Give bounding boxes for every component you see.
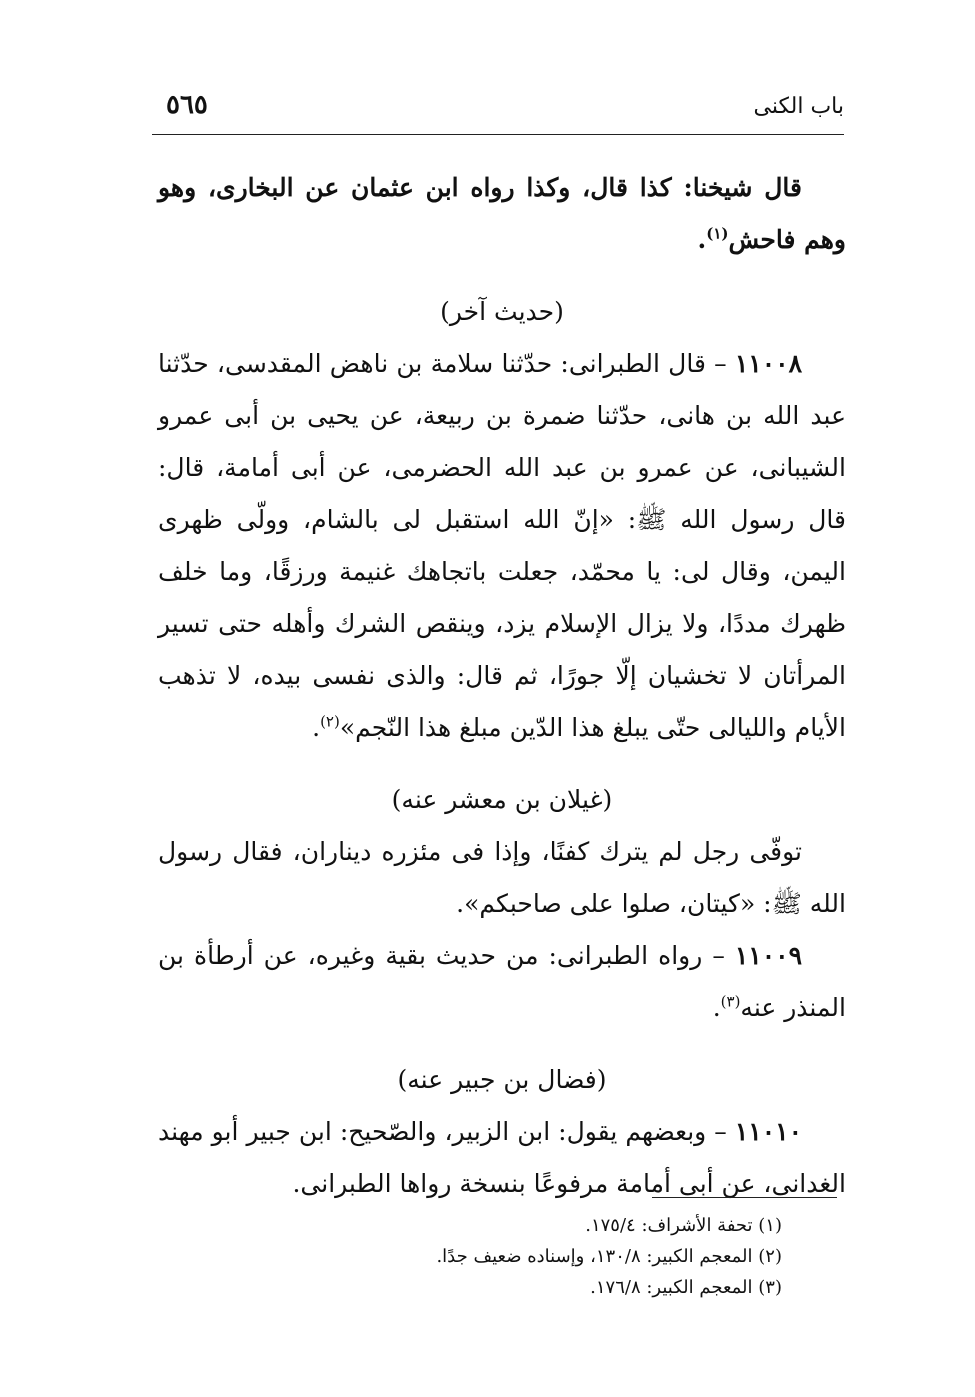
page-header: [152, 84, 844, 135]
paragraph-1: [158, 162, 846, 266]
section-heading-2: (غيلان بن معشر عنه): [391, 785, 613, 814]
running-title: باب الكنى: [753, 94, 844, 119]
hadith-number-11009: ١١٠٠٩: [734, 941, 802, 970]
hadith-11009: [158, 930, 846, 1034]
footnote-divider: [652, 1197, 837, 1198]
footnote-1: (١) تحفة الأشراف: ١٧٥/٤.: [585, 1215, 782, 1236]
hadith-11008-end: .: [312, 713, 321, 742]
hadith-11008: [158, 338, 846, 754]
section-heading-1: (حديث آخر): [440, 297, 564, 326]
hadith-11010: [158, 1106, 846, 1210]
paragraph-1-end: .: [697, 225, 707, 254]
hadith-number-11010: ١١٠١٠: [734, 1117, 802, 1146]
hadith-11008-text: – قال الطبرانى: حدّثنا سلامة بن ناهض المقدسى، حدّثنا عبد الله بن هانى، حدّثنا ضمرة بن ربيعة، عن يحيى بن أبى عمرو الشيبانى، عن عمرو بن عبد الله الحضرمى، عن أبى أمامة، قال: قال رسول الله ﷺ: «إنّ الله استقبل لى بالشام، وولّى ظهرى اليمن، وقال لى: يا محمّد، جعلت باتجاهك غنيمة ورزقًا، وما خلف ظهرك مددًا، ولا يزال الإسلام يزد، وينقص الشرك وأهله حتى تسير المرأتان لا تخشيان إلّا جورًا، ثم قال: والذى نفسى بيده، لا تذهب الأيام والليالى حتّى يبلغ هذا الدّين مبلغ هذا النّجم»: [158, 349, 846, 742]
footnote-2: (٢) المعجم الكبير: ١٣٠/٨، وإسناده ضعيف جدًا.: [436, 1246, 782, 1267]
hadith-11009-text: – رواه الطبرانى: من حديث بقية وغيره، عن أرطأة بن المنذر عنه: [158, 941, 846, 1022]
paragraph-3: توفّى رجل لم يترك كفنًا، وإذا فى مئزره ديناران، فقال رسول الله ﷺ: «كيتان، صلوا على صاحبكم».: [158, 837, 846, 918]
footnote-ref-3: (٣): [720, 992, 741, 1011]
footnote-3: (٣) المعجم الكبير: ١٧٦/٨.: [590, 1277, 782, 1298]
footnote-ref-2: (٢): [320, 712, 340, 731]
page-body: [158, 162, 846, 1210]
hadith-number-11008: ١١٠٠٨: [734, 349, 802, 378]
footnotes: [300, 1210, 782, 1303]
hadith-11010-text: – وبعضهم يقول: ابن الزبير، والصّحيح: ابن جبير أبو مهند الغدانى، عن أبى أمامة مرفوعًا بنسخة رواها الطبرانى.: [158, 1117, 846, 1198]
hadith-11009-end: .: [712, 993, 721, 1022]
page-number: ٥٦٥: [166, 90, 208, 120]
paragraph-1-text: قال شيخنا: كذا قال، وكذا رواه ابن عثمان عن البخارى، وهو وهم فاحش: [158, 173, 846, 254]
footnote-ref-1: (١): [706, 224, 729, 243]
section-heading-3: (فضال بن جبير عنه): [397, 1065, 607, 1094]
